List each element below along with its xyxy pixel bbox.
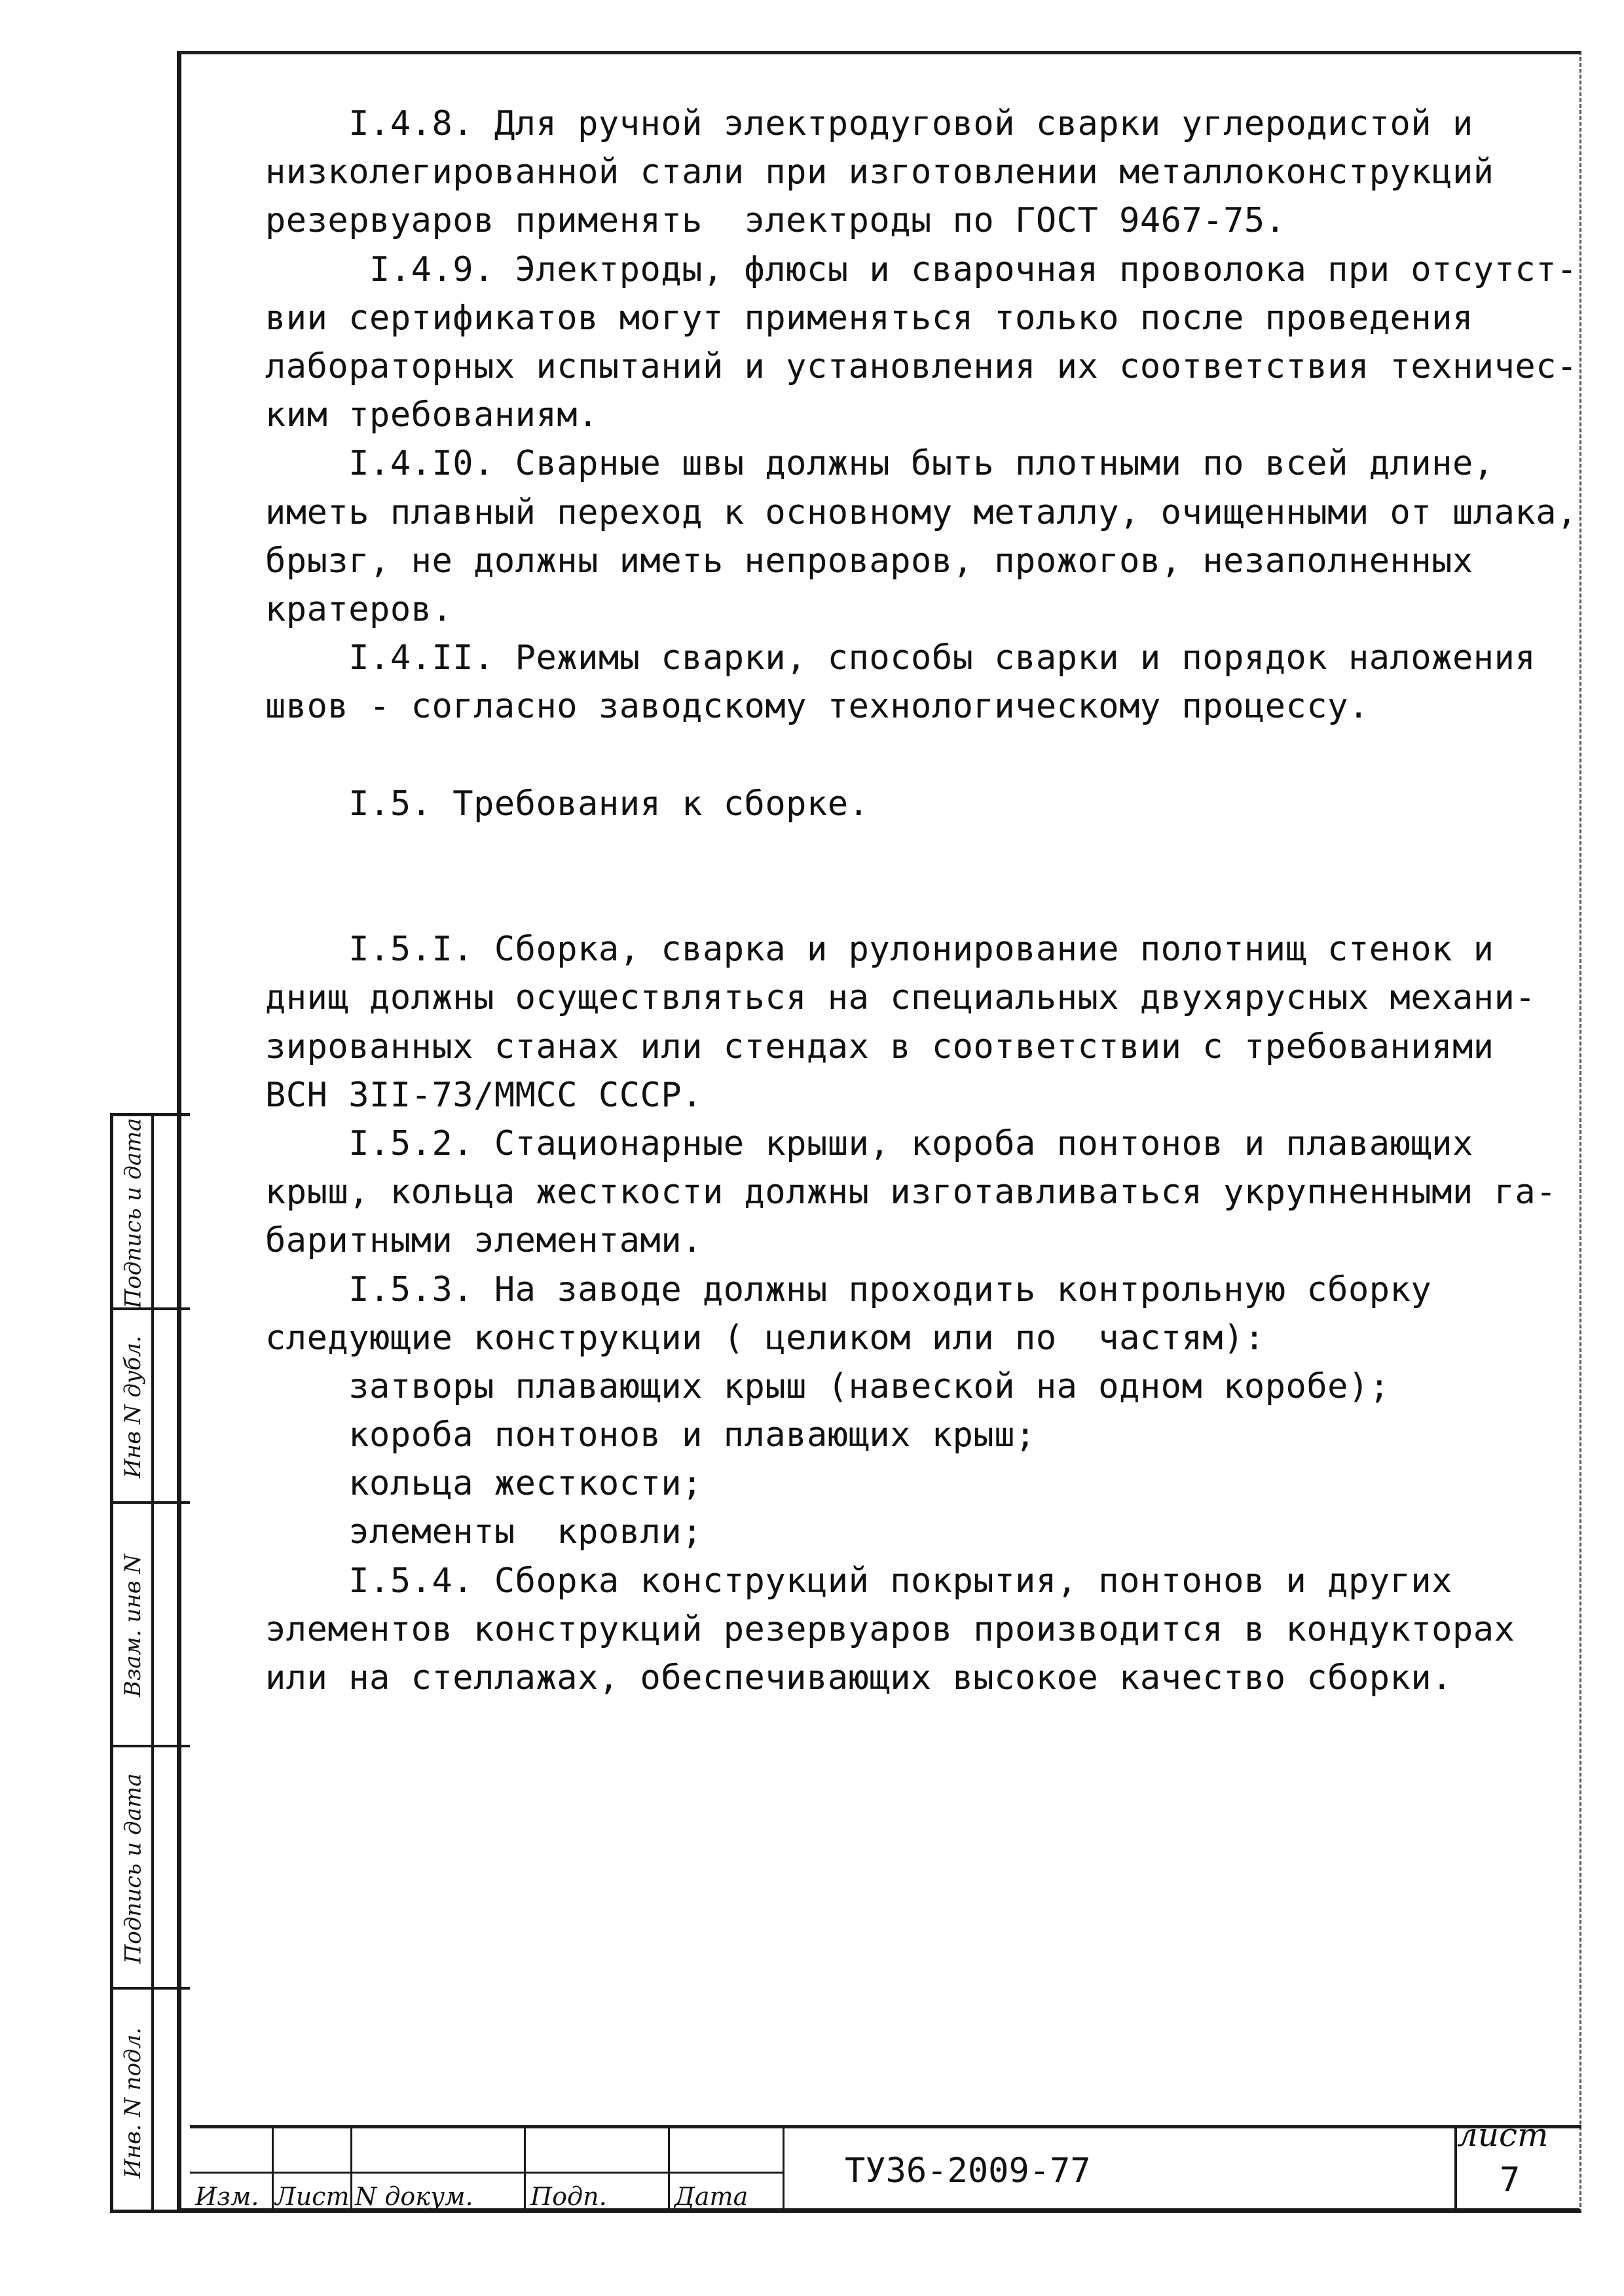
side-label-vzam-inv: Взам. инв N (120, 1554, 146, 1698)
sheet-number: 7 (1500, 2160, 1521, 2200)
body-line: кратеров. (265, 589, 453, 629)
body-line: днищ должны осуществляться на специальных двухярусных механи- (265, 978, 1536, 1018)
body-line: I.4.9. Электроды, флюсы и сварочная проволока при отсутст- (265, 249, 1578, 289)
body-line: лабораторных испытаний и установления их соответствия техничес- (265, 346, 1578, 386)
list-item: кольца жесткости; (265, 1464, 703, 1504)
body-line (265, 877, 1568, 925)
document-code: ТУ36-2009-77 (845, 2151, 1091, 2191)
body-line: I.5.3. На заводе должны проходить контрольную сборку (265, 1269, 1432, 1309)
section-heading: I.5. Требования к сборке. (265, 784, 870, 824)
body-line: ВСН 3II-73/ММСС СССР. (265, 1075, 703, 1115)
side-label-inv-dubl: Инв N дубл. (120, 1336, 146, 1478)
body-line: следующие конструкции ( целиком или по частям): (265, 1318, 1265, 1358)
tb-caption-doc-no: N докум. (355, 2182, 473, 2211)
side-stamp (110, 1113, 190, 2213)
body-line (265, 731, 1568, 779)
body-line: крыш, кольца жесткости должны изготавливаться укрупненными га- (265, 1173, 1557, 1212)
tb-caption-podp: Подп. (530, 2182, 607, 2211)
body-line: I.4.II. Режимы сварки, способы сварки и порядок наложения (265, 638, 1536, 678)
tb-divider (190, 2172, 783, 2174)
document-body (265, 100, 1578, 1702)
side-label-sign-date-top: Подпись и дата (120, 1118, 147, 1309)
body-line: I.4.I0. Сварные швы должны быть плотными по всей длине, (265, 444, 1494, 484)
side-label-inv-podl: Инв. N подл. (120, 2027, 147, 2179)
list-item: короба понтонов и плавающих крыш; (265, 1415, 1036, 1455)
list-item: элементы кровли; (265, 1512, 703, 1552)
body-line: I.5.2. Стационарные крыши, короба понтонов и плавающих (265, 1123, 1473, 1163)
body-line: низколегированной стали при изготовлении металлоконструкций (265, 153, 1494, 192)
body-line: зированных станах или стендах в соответствии с требованиями (265, 1027, 1494, 1066)
body-line: I.5.4. Сборка конструкций покрытия, понтонов и других (265, 1561, 1452, 1601)
body-line (265, 828, 1568, 877)
body-line: швов - согласно заводскому технологическому процессу. (265, 687, 1369, 727)
list-item: затворы плавающих крыш (навеской на одном коробе); (265, 1366, 1390, 1406)
body-line: I.4.8. Для ручной электродуговой сварки углеродистой и (265, 104, 1473, 143)
body-line: резервуаров применять электроды по ГОСТ 9467-75. (265, 201, 1286, 241)
sheet-label: лист (1457, 2116, 1549, 2154)
body-line: или на стеллажах, обеспечивающих высокое качество сборки. (265, 1658, 1452, 1698)
body-line: ким требованиям. (265, 395, 599, 435)
tb-caption-izm: Изм. (195, 2182, 259, 2211)
body-line: элементов конструкций резервуаров производится в кондукторах (265, 1609, 1515, 1649)
body-line: вии сертификатов могут применяться только после проведения (265, 298, 1473, 338)
tb-caption-data: Дата (674, 2182, 748, 2211)
body-line: баритными элементами. (265, 1221, 703, 1261)
body-line: брызг, не должны иметь непроваров, прожогов, незаполненных (265, 541, 1473, 581)
tb-caption-list: Лист (275, 2182, 350, 2211)
body-line: иметь плавный переход к основному металлу, очищенными от шлака, (265, 492, 1578, 532)
body-line: I.5.I. Сборка, сварка и рулонирование полотнищ стенок и (265, 930, 1494, 970)
side-label-sign-date-bottom: Подпись и дата (120, 1773, 147, 1964)
